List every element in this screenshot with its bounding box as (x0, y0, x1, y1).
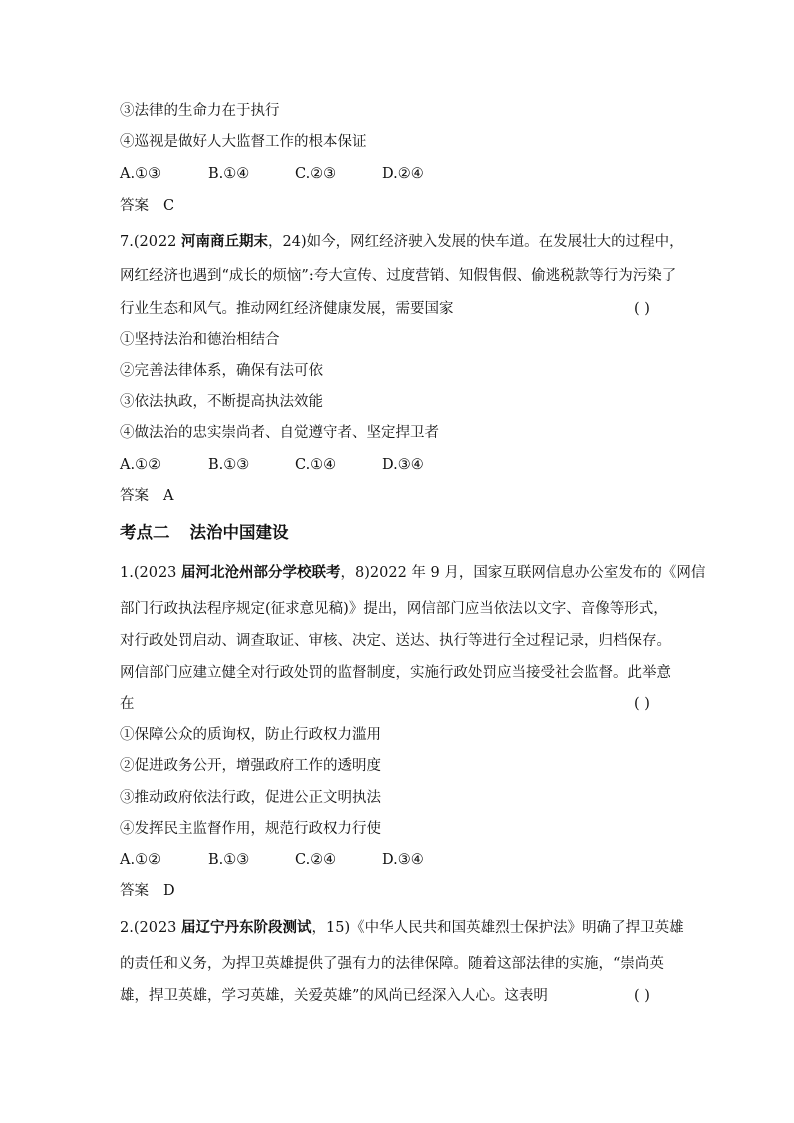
prev-option-a: A.①③ (120, 166, 162, 182)
q2-ref: ，15)《中华人民共和国英雄烈士保护法》明确了捍卫英雄 (311, 920, 684, 936)
q2-source: 届辽宁丹东阶段测试 (181, 919, 312, 936)
q1-answer-blank: ( ) (634, 696, 650, 712)
q1-line-1 (120, 563, 705, 583)
q2-line-2: 的责任和义务，为捍卫英雄提供了强有力的法律保障。随着这部法律的实施，“崇尚英 (120, 956, 664, 972)
q2-number: 2.(2023 (120, 920, 177, 936)
prev-statement-3: ③法律的生命力在于执行 (120, 103, 280, 119)
q1-source: 届河北沧州部分学校联考 (181, 564, 341, 581)
q1-option-b: B.①③ (208, 852, 250, 868)
q7-option-c: C.①④ (295, 457, 337, 473)
prev-statement-4: ④巡视是做好人大监督工作的根本保证 (120, 134, 367, 150)
q1-line-2: 部门行政执法程序规定(征求意见稿)》提出，网信部门应当依法以文字、音像等形式， (120, 601, 668, 617)
q7-number: 7.(2022 (120, 234, 177, 250)
q7-statement-2: ②完善法律体系，确保有法可依 (120, 363, 323, 379)
q1-option-a: A.①② (120, 852, 162, 868)
q1-line-4: 网信部门应建立健全对行政处罚的监督制度，实施行政处罚应当接受社会监督。此举意 (120, 665, 671, 681)
q7-statement-4: ④做法治的忠实崇尚者、自觉遵守者、坚定捍卫者 (120, 425, 439, 441)
prev-option-c: C.②③ (295, 166, 337, 182)
q7-answer-blank: ( ) (634, 301, 650, 317)
answer-label: 答案 (120, 883, 149, 899)
section-title: 法治中国建设 (189, 523, 289, 542)
q7-answer (120, 486, 173, 506)
q1-statement-3: ③推动政府依法行政，促进公正文明执法 (120, 790, 381, 806)
q1-number: 1.(2023 (120, 565, 177, 581)
answer-label: 答案 (120, 198, 149, 214)
answer-value: C (163, 198, 175, 214)
q7-ref: ，24)如今，网红经济驶入发展的快车道。在发展壮大的过程中， (268, 234, 684, 250)
q1-line-5: 在 (120, 696, 135, 712)
q7-option-b: B.①③ (208, 457, 250, 473)
prev-option-b: B.①④ (208, 166, 250, 182)
q1-line-3: 对行政处罚启动、调查取证、审核、决定、送达、执行等进行全过程记录，归档保存。 (120, 633, 671, 649)
q1-option-d: D.③④ (382, 852, 424, 868)
q1-statement-1: ①保障公众的质询权，防止行政权力滥用 (120, 727, 381, 743)
q7-statement-3: ③依法执政，不断提高执法效能 (120, 394, 323, 410)
q7-source: 河南商丘期末 (181, 233, 269, 250)
prev-option-d: D.②④ (382, 166, 424, 182)
q2-answer-blank: ( ) (634, 988, 650, 1004)
q2-line-1 (120, 918, 684, 938)
q1-option-c: C.②④ (295, 852, 337, 868)
q7-option-d: D.③④ (382, 457, 424, 473)
prev-answer (120, 196, 174, 216)
q2-line-3: 雄，捍卫英雄，学习英雄，关爱英雄”的风尚已经深入人心。这表明 (120, 988, 548, 1004)
q1-statement-2: ②促进政务公开，增强政府工作的透明度 (120, 758, 381, 774)
q1-ref: ，8)2022 年 9 月，国家互联网信息办公室发布的《网信 (340, 565, 706, 581)
q1-statement-4: ④发挥民主监督作用，规范行政权力行使 (120, 821, 381, 837)
q1-answer (120, 881, 175, 901)
section-label: 考点二 (120, 523, 170, 542)
q7-statement-1: ①坚持法治和德治相结合 (120, 332, 280, 348)
q7-line-1 (120, 232, 684, 252)
answer-value: A (163, 488, 174, 504)
q7-option-a: A.①② (120, 457, 162, 473)
q7-line-2: 网红经济也遇到“成长的烦恼”:夸大宣传、过度营销、知假售假、偷逃税款等行为污染了 (120, 268, 677, 284)
answer-value: D (163, 883, 175, 899)
answer-label: 答案 (120, 488, 149, 504)
section-heading (120, 522, 289, 544)
q7-line-3: 行业生态和风气。推动网红经济健康发展，需要国家 (120, 301, 454, 317)
